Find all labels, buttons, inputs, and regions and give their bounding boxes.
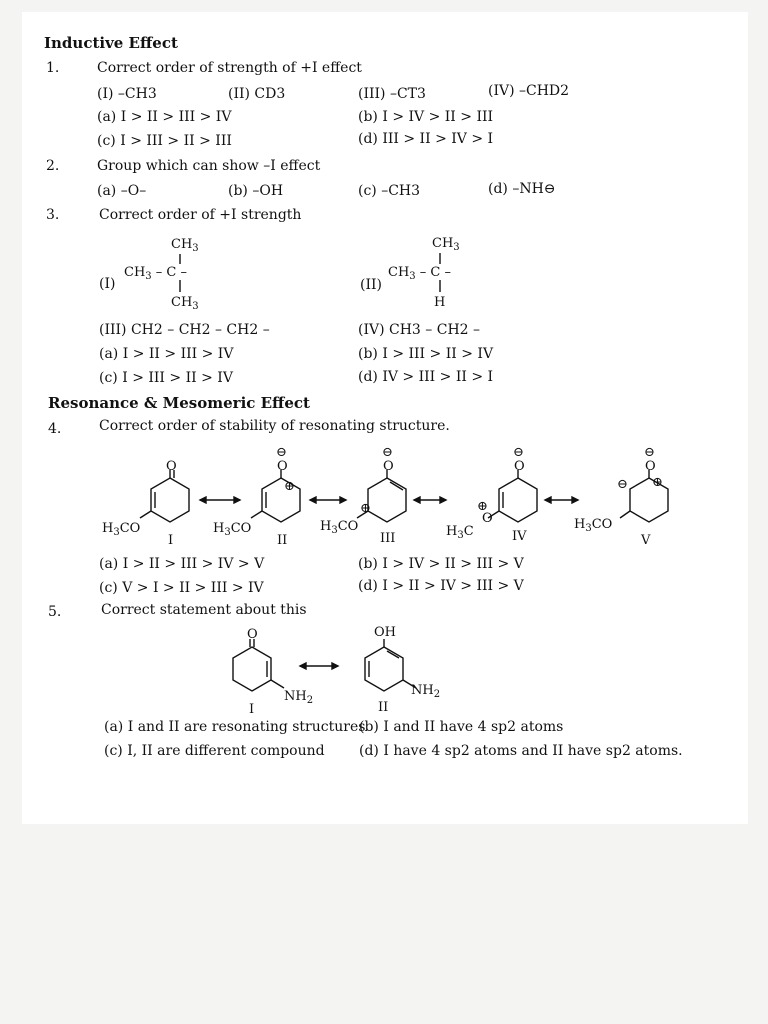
svg-text:⊕: ⊕ bbox=[477, 499, 488, 514]
q5-text: Correct statement about this bbox=[101, 602, 307, 618]
svg-text:CH3 – C –: $CH_3$ – C – bbox=[124, 265, 188, 282]
svg-text:O: O bbox=[277, 459, 288, 474]
svg-text:H3C: $H_3C$ bbox=[446, 524, 474, 541]
q2-text: Group which can show –I effect bbox=[97, 158, 321, 174]
svg-text:⊕: ⊕ bbox=[284, 479, 295, 494]
q5-option-a: (a) I and II are resonating structures bbox=[104, 719, 366, 735]
q2-option-a: (a) –O– bbox=[97, 183, 147, 199]
q1-item-4: (IV) –CHD2 bbox=[488, 83, 570, 99]
svg-text:⊖: ⊖ bbox=[644, 445, 655, 460]
q1-text: Correct order of strength of +I effect bbox=[97, 60, 362, 76]
svg-text:III: III bbox=[380, 531, 396, 546]
q3-compound-4: (IV) CH3 – CH2 – bbox=[358, 322, 481, 338]
q2-number: 2. bbox=[46, 158, 60, 174]
svg-text:V: V bbox=[641, 533, 651, 548]
svg-text:O: O bbox=[645, 459, 656, 474]
svg-text:H: H bbox=[434, 295, 446, 310]
svg-text:⊕: ⊕ bbox=[360, 501, 371, 516]
q1-item-3: (III) –CT3 bbox=[358, 86, 426, 102]
q1-option-b: (b) I > IV > II > III bbox=[358, 109, 494, 125]
svg-text:H3CO: $H_3CO$ bbox=[213, 521, 252, 538]
q4-option-a: (a) I > II > III > IV > V bbox=[99, 556, 265, 572]
svg-text:⊕: ⊕ bbox=[652, 475, 663, 490]
svg-text:I: I bbox=[249, 702, 255, 717]
section-heading-resonance: Resonance & Mesomeric Effect bbox=[48, 394, 310, 412]
svg-text:H3CO: $H_3CO$ bbox=[320, 519, 359, 536]
svg-text:NH2: $NH_2$ bbox=[284, 689, 314, 706]
svg-text:H3CO: $H_3CO$ bbox=[574, 517, 613, 534]
svg-text:CH3: $CH_3$ bbox=[432, 236, 460, 253]
svg-text:CH3 – C –: $CH_3$ – C – bbox=[388, 265, 452, 282]
q2-option-b: (b) –OH bbox=[228, 183, 284, 199]
svg-text:H3CO: $H_3CO$ bbox=[102, 521, 141, 538]
q5-option-b: (b) I and II have 4 sp2 atoms bbox=[359, 719, 564, 735]
svg-text:⊖: ⊖ bbox=[513, 445, 524, 460]
svg-text:O: O bbox=[383, 459, 394, 474]
q3-option-c: (c) I > III > II > IV bbox=[99, 370, 233, 386]
q4-number: 4. bbox=[48, 421, 62, 437]
section-heading-inductive: Inductive Effect bbox=[44, 34, 178, 52]
svg-text:OH: OH bbox=[374, 625, 396, 640]
q1-option-d: (d) III > II > IV > I bbox=[358, 131, 494, 147]
svg-text:⊖: ⊖ bbox=[382, 445, 393, 460]
svg-text:NH2: $NH_2$ bbox=[411, 683, 441, 700]
q1-item-2: (II) CD3 bbox=[228, 86, 286, 102]
svg-text:O: O bbox=[247, 627, 258, 642]
q5-option-d: (d) I have 4 sp2 atoms and II have sp2 atoms. bbox=[359, 743, 683, 759]
q4-option-d: (d) I > II > IV > III > V bbox=[358, 578, 524, 594]
svg-text:⊖: ⊖ bbox=[617, 477, 628, 492]
q4-text: Correct order of stability of resonating structure. bbox=[99, 418, 450, 434]
q3-option-d: (d) IV > III > II > I bbox=[358, 369, 494, 385]
svg-text:IV: IV bbox=[512, 529, 527, 544]
svg-text:II: II bbox=[277, 533, 288, 548]
q3-label-2: (II) bbox=[360, 277, 382, 293]
q5-structure-1 bbox=[233, 627, 313, 717]
q3-label-1: (I) bbox=[99, 276, 116, 292]
q1-item-1: (I) –CH3 bbox=[97, 86, 157, 102]
q1-number: 1. bbox=[46, 60, 60, 76]
q2-option-c: (c) –CH3 bbox=[358, 183, 421, 199]
q3-text: Correct order of +I strength bbox=[99, 207, 302, 223]
q3-option-a: (a) I > II > III > IV bbox=[99, 346, 234, 362]
svg-text:II: II bbox=[378, 700, 389, 715]
svg-text:I: I bbox=[168, 533, 174, 548]
q4-option-c: (c) V > I > II > III > IV bbox=[99, 580, 264, 596]
svg-text:O: O bbox=[166, 459, 177, 474]
svg-text:CH3: $CH_3$ bbox=[171, 295, 199, 312]
q5-structure-2 bbox=[365, 625, 440, 715]
q4-option-b: (b) I > IV > II > III > V bbox=[358, 556, 524, 572]
q5-number: 5. bbox=[48, 604, 62, 620]
svg-text:CH3: $CH_3$ bbox=[171, 237, 199, 254]
svg-text:O: O bbox=[482, 511, 493, 526]
q3-option-b: (b) I > III > II > IV bbox=[358, 346, 494, 362]
q1-option-c: (c) I > III > II > III bbox=[97, 133, 232, 149]
svg-text:⊖: ⊖ bbox=[276, 445, 287, 460]
q2-option-d: (d) –NH⊖ bbox=[488, 181, 556, 197]
q3-number: 3. bbox=[46, 207, 60, 223]
q1-option-a: (a) I > II > III > IV bbox=[97, 109, 232, 125]
q5-option-c: (c) I, II are different compound bbox=[104, 743, 325, 759]
q3-compound-3: (III) CH2 – CH2 – CH2 – bbox=[99, 322, 270, 338]
svg-text:O: O bbox=[514, 459, 525, 474]
